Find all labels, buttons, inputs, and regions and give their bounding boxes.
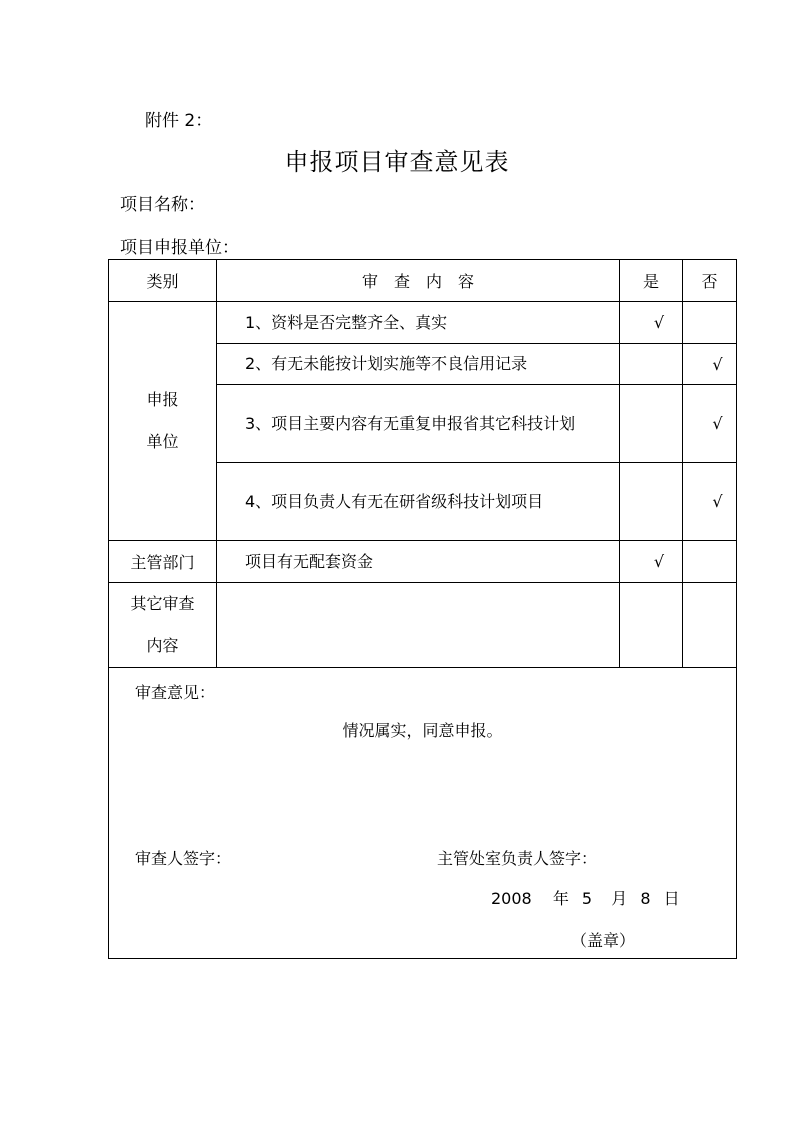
content-cell: 1、资料是否完整齐全、真实 bbox=[217, 302, 620, 344]
date-day: 8 bbox=[640, 889, 651, 908]
opinion-text: 情况属实，同意申报。 bbox=[342, 721, 503, 740]
category-cell bbox=[109, 302, 217, 541]
content-cell bbox=[217, 583, 620, 668]
no-cell bbox=[683, 583, 737, 668]
dept-head-signature-label: 主管处室负责人签字： bbox=[437, 849, 598, 868]
header-no: 否 bbox=[683, 260, 737, 302]
table-row bbox=[109, 583, 737, 668]
check-mark-icon: √ bbox=[712, 414, 723, 433]
table-row bbox=[109, 302, 737, 344]
check-mark-icon: √ bbox=[712, 354, 723, 374]
category-line: 其它审查 bbox=[130, 594, 195, 613]
category-line: 单位 bbox=[146, 432, 179, 451]
content-cell: 4、项目负责人有无在研省级科技计划项目 bbox=[217, 463, 620, 541]
category-cell: 主管部门 bbox=[109, 541, 217, 583]
content-cell: 2、有无未能按计划实施等不良信用记录 bbox=[217, 344, 620, 385]
date-month: 5 bbox=[581, 889, 593, 908]
date-line bbox=[491, 886, 688, 909]
reviewer-signature-label: 审查人签字： bbox=[135, 849, 232, 868]
no-cell bbox=[683, 302, 737, 344]
yes-cell bbox=[620, 583, 683, 668]
category-line: 内容 bbox=[146, 636, 179, 655]
no-cell bbox=[683, 463, 737, 541]
yes-cell bbox=[620, 463, 683, 541]
check-mark-icon: √ bbox=[712, 492, 723, 511]
content-cell: 3、项目主要内容有无重复申报省其它科技计划 bbox=[217, 385, 620, 463]
category-line: 申报 bbox=[146, 390, 179, 409]
project-name-label: 项目名称： bbox=[120, 195, 205, 215]
seal-label: （盖章） bbox=[571, 931, 636, 950]
opinion-cell bbox=[109, 668, 737, 959]
category-cell bbox=[109, 583, 217, 668]
header-content: 审 查 内 容 bbox=[217, 260, 620, 302]
page-title: 申报项目审查意见表 bbox=[284, 148, 510, 176]
attachment-label: 附件 2： bbox=[145, 111, 213, 131]
check-mark-icon: √ bbox=[653, 313, 665, 332]
table-header-row bbox=[109, 260, 737, 302]
yes-cell bbox=[620, 541, 683, 583]
yes-cell bbox=[620, 385, 683, 463]
check-mark-icon: √ bbox=[653, 552, 665, 571]
date-month-unit: 月 bbox=[611, 889, 628, 908]
no-cell bbox=[683, 344, 737, 385]
content-cell: 项目有无配套资金 bbox=[217, 541, 620, 583]
opinion-label: 审查意见： bbox=[135, 683, 216, 702]
no-cell bbox=[683, 385, 737, 463]
opinion-row bbox=[109, 668, 737, 959]
date-year-unit: 年 bbox=[552, 889, 569, 908]
yes-cell bbox=[620, 302, 683, 344]
date-day-unit: 日 bbox=[663, 889, 680, 908]
project-unit-label: 项目申报单位： bbox=[120, 238, 239, 258]
header-category: 类别 bbox=[109, 260, 217, 302]
table-row bbox=[109, 541, 737, 583]
yes-cell bbox=[620, 344, 683, 385]
no-cell bbox=[683, 541, 737, 583]
review-table bbox=[108, 259, 737, 959]
header-yes: 是 bbox=[620, 260, 683, 302]
date-year: 2008 bbox=[491, 889, 532, 908]
